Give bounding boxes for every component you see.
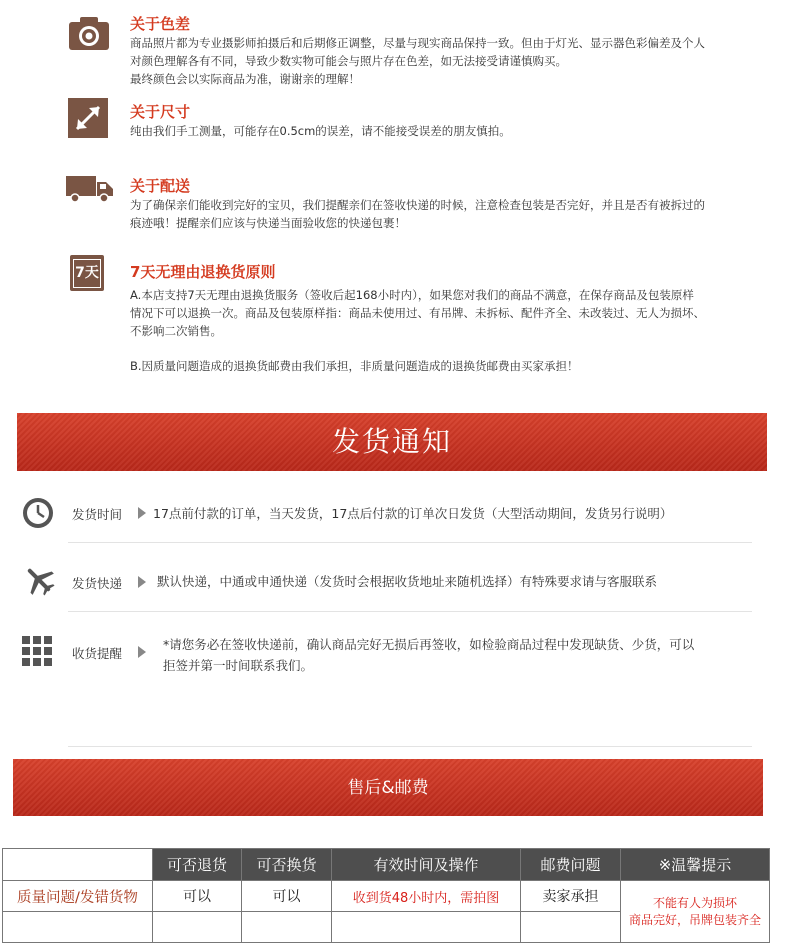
- notice-line: 纯由我们手工测量，可能存在0.5cm的误差，请不能接受误差的朋友慎拍。: [130, 124, 511, 138]
- shipping-line: *请您务必在签收快递前，确认商品完好无损后再签收，如检验商品过程中发现缺货、少货，可以: [163, 637, 695, 652]
- delivery-truck-icon: [66, 174, 114, 216]
- notice-text-return-policy: [130, 286, 760, 340]
- camera-icon: [68, 16, 110, 58]
- notice-line: A.本店支持7天无理由退换货服务（签收后起168小时内），如果您对我们的商品不满意，在保存商品及包装原样: [130, 288, 694, 302]
- table-header-cell: [3, 849, 153, 881]
- notice-title-delivery: 关于配送: [130, 177, 191, 195]
- notice-text-color: [130, 34, 760, 88]
- notice-line: 痕迹哦！提醒亲们应该与快递当面验收您的快递包裹！: [130, 216, 406, 230]
- notice-text-size: [130, 122, 760, 140]
- divider: [68, 542, 752, 543]
- clock-icon: [22, 497, 54, 529]
- table-cell: [242, 912, 332, 943]
- shipping-line: 17点前付款的订单，当天发货，17点后付款的订单次日发货（大型活动期间，发货另行说明）: [153, 506, 673, 521]
- notice-line: 最终颜色会以实际商品为准，谢谢亲的理解！: [130, 72, 360, 86]
- arrow-right-icon: [138, 507, 146, 519]
- receipt-reminder-text: [163, 634, 694, 676]
- shipping-courier-label: 发货快递: [72, 576, 123, 591]
- notice-title-color: 关于色差: [130, 15, 191, 33]
- table-cell: 收到货48小时内，需拍图: [332, 881, 521, 912]
- notice-line: 为了确保亲们能收到完好的宝贝，我们提醒亲们在签收快递的时候，注意检查包装是否完好，并且是否有被拆过的: [130, 198, 705, 212]
- table-cell: [332, 912, 521, 943]
- table-header-cell: 可否退货: [153, 849, 242, 881]
- seven-day-calendar-icon: [70, 255, 104, 291]
- airplane-icon: [22, 563, 56, 597]
- notice-title-return-policy: 7天无理由退换货原则: [130, 263, 276, 281]
- table-header-row: [3, 849, 770, 881]
- notice-title-size: 关于尺寸: [130, 103, 191, 121]
- resize-arrows-icon: [68, 98, 110, 140]
- divider: [68, 746, 752, 747]
- shipping-notice-banner: 发货通知: [17, 413, 767, 471]
- table-cell: 质量问题/发错货物: [3, 881, 153, 912]
- table-cell: 可以: [153, 881, 242, 912]
- shipping-line: 拒签并第一时间联系我们。: [163, 658, 314, 673]
- after-sales-table: [2, 848, 770, 943]
- notice-text-return-shipping-fee: B.因质量问题造成的退换货邮费由我们承担，非质量问题造成的退换货邮费由买家承担！: [130, 359, 579, 373]
- divider: [68, 611, 752, 612]
- notice-line: 不影响二次销售。: [130, 324, 222, 338]
- table-cell: [3, 912, 153, 943]
- table-header-cell: 邮费问题: [521, 849, 621, 881]
- shipping-line: 默认快递，中通或申通快递（发货时会根据收货地址来随机选择）有特殊要求请与客服联系: [157, 574, 658, 589]
- table-header-cell: 有效时间及操作: [332, 849, 521, 881]
- table-header-cell: ※温馨提示: [621, 849, 770, 881]
- notice-line: 情况下可以退换一次。商品及包装原样指：商品未使用过、有吊牌、未拆标、配件齐全、未改装过、无人为损坏、: [130, 306, 705, 320]
- after-sales-banner: 售后&邮费: [13, 759, 763, 816]
- shipping-time-label: 发货时间: [72, 507, 123, 522]
- notice-text-delivery: [130, 196, 760, 232]
- receipt-reminder-label: 收货提醒: [72, 646, 123, 661]
- table-cell: 卖家承担: [521, 881, 621, 912]
- tip-line: 不能有人为损坏: [652, 896, 737, 910]
- seven-day-icon-text: 7天: [73, 259, 101, 288]
- notice-line: 商品照片都为专业摄影师拍摄后和后期修正调整，尽量与现实商品保持一致。但由于灯光、显示器色彩偏差及个人: [130, 36, 705, 50]
- table-cell: [153, 912, 242, 943]
- arrow-right-icon: [138, 576, 146, 588]
- table-cell: [521, 912, 621, 943]
- tip-line: 商品完好，吊牌包装齐全: [628, 913, 761, 927]
- grid-icon: [22, 636, 52, 666]
- shipping-courier-text: [157, 571, 657, 592]
- table-header-cell: 可否换货: [242, 849, 332, 881]
- shipping-time-text: [153, 503, 672, 524]
- table-tip-cell: [621, 881, 770, 943]
- notice-line: 对颜色理解各有不同，导致少数实物可能会与照片存在色差，如无法接受请谨慎购买。: [130, 54, 567, 68]
- arrow-right-icon: [138, 646, 146, 658]
- table-row: [3, 881, 770, 912]
- table-cell: 可以: [242, 881, 332, 912]
